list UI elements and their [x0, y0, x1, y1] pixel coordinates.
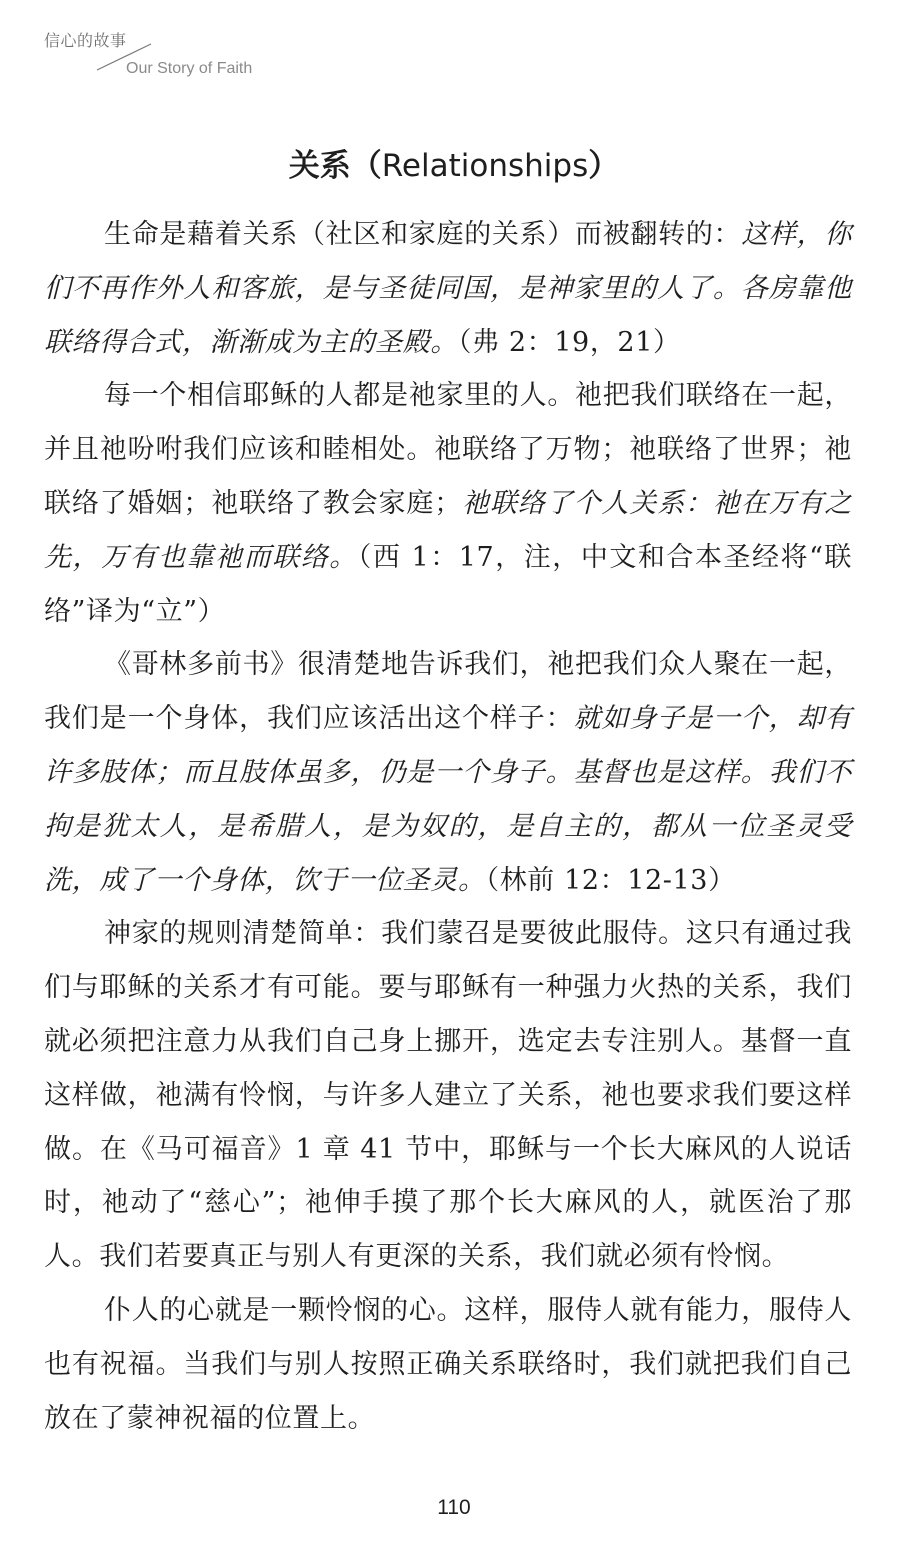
series-title-chinese: 信心的故事 — [44, 31, 127, 50]
page-title — [0, 144, 908, 188]
paragraph-2 — [44, 369, 852, 638]
paragraph-3 — [44, 638, 852, 907]
paragraph-3-lead: 《哥林多前书》很清楚地告诉我们，祂把我们众人聚在一起，我们是一个身体，我们应该活出这个样子： — [44, 649, 852, 735]
scripture-reference-ephesians: （弗 2：19，21） — [458, 326, 681, 358]
page-number: 110 — [437, 1496, 471, 1519]
paragraph-1-lead: 生命是藉着关系（社区和家庭的关系）而被翻转的： — [104, 219, 742, 250]
paragraph-5: 仆人的心就是一颗怜悯的心。这样，服侍人就有能力，服侍人也有祝福。当我们与别人按照正确关系联络时，我们就把我们自己放在了蒙神祝福的位置上。 — [44, 1294, 852, 1434]
series-title-english: Our Story of Faith — [126, 60, 253, 77]
running-header — [0, 0, 300, 90]
title-close-paren: ） — [588, 148, 620, 184]
title-chinese: 关系 — [288, 148, 351, 184]
title-open-paren: （ — [350, 148, 382, 184]
scripture-quote-colossians: 祂联络了个人关系：祂在万有之先，万有也靠祂而联络。 — [44, 487, 852, 573]
title-english: Relationships — [381, 148, 589, 184]
scripture-reference-colossians: （西 1：17，注，中文和合本圣经将“联络”译为“立”） — [44, 541, 853, 627]
paragraph-2-lead: 每一个相信耶稣的人都是祂家里的人。祂把我们联络在一起，并且祂吩咐我们应该和睦相处。祂联络了万物；祂联络了世界；祂联络了婚姻；祂联络了教会家庭； — [44, 380, 852, 519]
scripture-quote-ephesians: 这样，你们不再作外人和客旅，是与圣徒同国，是神家里的人了。各房靠他联络得合式，渐渐成为主的圣殿。 — [44, 219, 852, 358]
paragraph-1 — [44, 208, 852, 369]
article-body — [44, 208, 852, 1445]
scripture-reference-corinthians: （林前 12：12-13） — [485, 864, 736, 896]
scripture-quote-corinthians: 就如身子是一个，却有许多肢体；而且肢体虽多，仍是一个身子。基督也是这样。我们不拘是犹太人，是希腊人，是为奴的，是自主的，都从一位圣灵受洗，成了一个身体，饮于一位圣灵。 — [44, 703, 853, 896]
paragraph-4: 神家的规则清楚简单：我们蒙召是要彼此服侍。这只有通过我们与耶稣的关系才有可能。要与耶稣有一种强力火热的关系，我们就必须把注意力从我们自己身上挪开，选定去专注别人。基督一直这样做，祂满有怜悯，与许多人建立了关系，祂也要求我们要这样做。在《马可福音》1 章 41 节中，耶稣与一个长大麻风的人说话时，祂动了“慈心”；祂伸手摸了那个长大麻风的人，就医治了那人。我们若要真正与别人有更深的关系，我们就必须有怜悯。 — [44, 918, 852, 1273]
